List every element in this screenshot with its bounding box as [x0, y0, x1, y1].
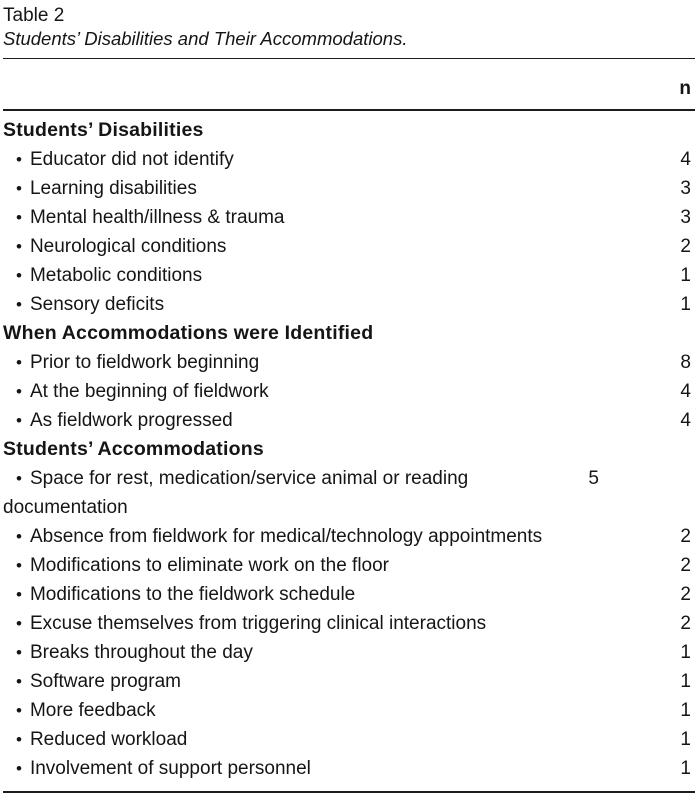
row-count: 2 — [680, 236, 691, 257]
bullet-icon: • — [16, 382, 22, 401]
row-label — [3, 638, 667, 667]
row-label-text: Prior to fieldwork beginning — [29, 352, 260, 373]
bullet-icon: • — [16, 556, 22, 575]
table-caption: Students’ Disabilities and Their Accommodations. — [3, 28, 408, 49]
bullet-icon: • — [16, 730, 22, 749]
row-label — [3, 145, 667, 174]
table-row — [3, 580, 695, 609]
table-row — [3, 696, 695, 725]
table-row — [3, 145, 695, 174]
table-row — [3, 261, 695, 290]
row-label — [3, 174, 667, 203]
row-label-text: Modifications to the fieldwork schedule — [29, 584, 356, 605]
bullet-icon: • — [16, 643, 22, 662]
row-count: 2 — [680, 526, 691, 547]
row-label — [3, 203, 667, 232]
table-row — [3, 174, 695, 203]
bullet-icon: • — [16, 266, 22, 285]
row-label — [3, 464, 575, 522]
bullet-icon: • — [16, 295, 22, 314]
table-row — [3, 232, 695, 261]
bullet-icon: • — [16, 208, 22, 227]
row-count: 4 — [680, 149, 691, 170]
row-count: 1 — [680, 700, 691, 721]
row-label — [3, 580, 667, 609]
bullet-icon: • — [16, 527, 22, 546]
bullet-icon: • — [16, 614, 22, 633]
row-count: 1 — [680, 729, 691, 750]
row-label-text: Reduced workload — [29, 729, 188, 750]
row-count: 5 — [588, 468, 599, 489]
bullet-icon: • — [16, 411, 22, 430]
bullet-icon: • — [16, 179, 22, 198]
row-label-text: Modifications to eliminate work on the floor — [29, 555, 390, 576]
row-label — [3, 406, 667, 435]
row-label-text: Excuse themselves from triggering clinical interactions — [29, 613, 487, 634]
bullet-icon: • — [16, 585, 22, 604]
bullet-icon: • — [16, 701, 22, 720]
table-row — [3, 609, 695, 638]
row-label — [3, 609, 667, 638]
table-row — [3, 406, 695, 435]
row-count: 2 — [680, 613, 691, 634]
row-count: 8 — [680, 352, 691, 373]
row-label — [3, 725, 667, 754]
row-count: 2 — [680, 584, 691, 605]
row-count: 2 — [680, 555, 691, 576]
section-title-accommodations: Students’ Accommodations — [3, 438, 264, 460]
column-header-n: n — [679, 78, 691, 99]
row-label-text: Software program — [29, 671, 181, 692]
bullet-icon: • — [16, 469, 22, 488]
row-label — [3, 261, 667, 290]
row-label-text: Absence from fieldwork for medical/technology appointments — [29, 526, 543, 547]
table-row — [3, 348, 695, 377]
row-count: 1 — [680, 642, 691, 663]
row-label-text: Learning disabilities — [29, 178, 197, 199]
bottom-rule — [3, 791, 695, 793]
row-label — [3, 522, 667, 551]
table-row — [3, 667, 695, 696]
table-row — [3, 290, 695, 319]
table-row — [3, 551, 695, 580]
row-count: 3 — [680, 207, 691, 228]
table-row — [3, 725, 695, 754]
table-row — [3, 464, 695, 522]
row-count: 1 — [680, 758, 691, 779]
row-label-text: Mental health/illness & trauma — [29, 207, 285, 228]
row-label — [3, 290, 667, 319]
row-label-text: Metabolic conditions — [29, 265, 203, 286]
row-label — [3, 377, 667, 406]
row-count: 1 — [680, 265, 691, 286]
table-row — [3, 522, 695, 551]
section-title-when-identified: When Accommodations were Identified — [3, 322, 374, 344]
row-label — [3, 348, 667, 377]
table-row — [3, 754, 695, 783]
row-count: 4 — [680, 381, 691, 402]
row-label — [3, 551, 667, 580]
row-count: 1 — [680, 671, 691, 692]
bullet-icon: • — [16, 150, 22, 169]
row-label-text: Involvement of support personnel — [29, 758, 311, 779]
row-label-text: As fieldwork progressed — [29, 410, 233, 431]
bullet-icon: • — [16, 672, 22, 691]
bullet-icon: • — [16, 353, 22, 372]
row-label — [3, 754, 667, 783]
row-label — [3, 232, 667, 261]
row-label — [3, 667, 667, 696]
table-row — [3, 377, 695, 406]
row-label-text: Neurological conditions — [29, 236, 227, 257]
table-body — [3, 111, 695, 791]
bullet-icon: • — [16, 237, 22, 256]
row-count: 1 — [680, 294, 691, 315]
row-label-text: Educator did not identify — [29, 149, 234, 170]
section-title-disabilities: Students’ Disabilities — [3, 119, 204, 141]
row-label — [3, 696, 667, 725]
row-count: 3 — [680, 178, 691, 199]
row-label-text: Space for rest, medication/service animal or reading documentation — [3, 468, 469, 518]
row-label-text: Sensory deficits — [29, 294, 165, 315]
table-row — [3, 638, 695, 667]
row-label-text: More feedback — [29, 700, 156, 721]
row-count: 4 — [680, 410, 691, 431]
table-row — [3, 203, 695, 232]
row-label-text: At the beginning of fieldwork — [29, 381, 269, 402]
bullet-icon: • — [16, 759, 22, 778]
table-label: Table 2 — [3, 5, 65, 26]
row-label-text: Breaks throughout the day — [29, 642, 253, 663]
table-header-row — [3, 59, 695, 109]
